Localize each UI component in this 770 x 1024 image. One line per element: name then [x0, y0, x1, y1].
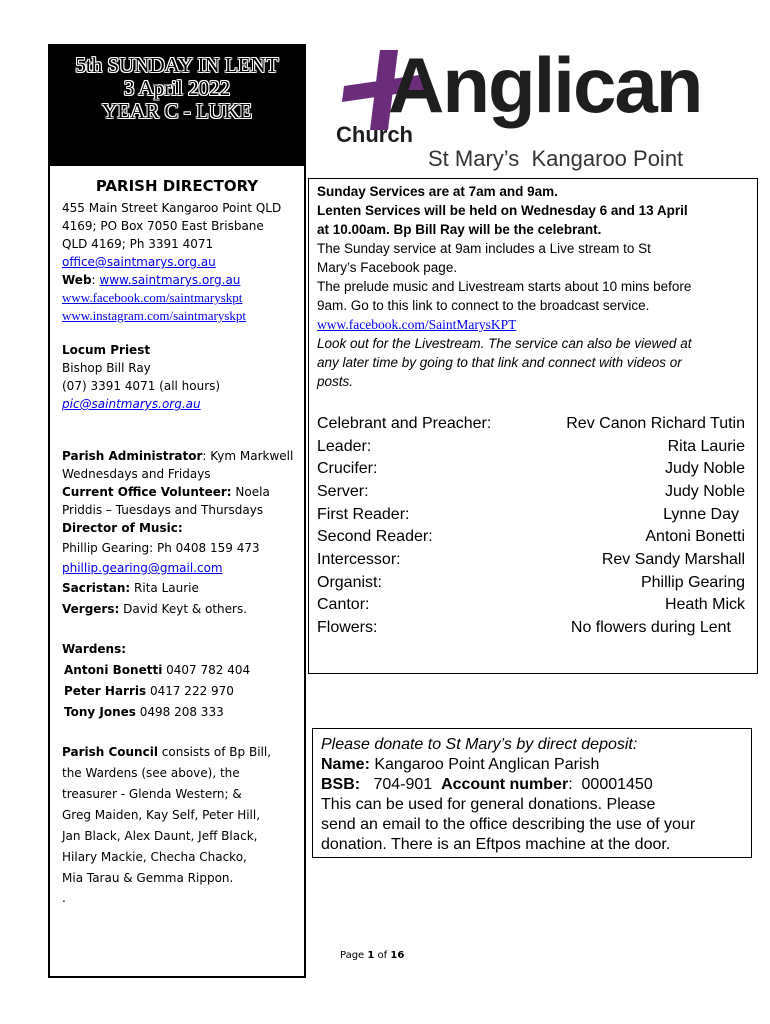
warden-phone: 0417 222 970: [146, 684, 234, 698]
address-line: 4169; PO Box 7050 East Brisbane: [62, 219, 264, 233]
sacristan-line: [62, 580, 199, 596]
logo-word-church: Church: [336, 122, 413, 147]
warden-name: Tony Jones: [64, 705, 136, 719]
title-box: [48, 44, 306, 164]
role-person: Rev Canon Richard Tutin: [566, 415, 745, 432]
role-row: [317, 415, 745, 437]
warden-phone: 0407 782 404: [162, 663, 251, 677]
title-line-2: 3 April 2022: [123, 76, 231, 100]
vergers-line: [62, 601, 247, 617]
role-label: First Reader:: [317, 506, 410, 523]
web-line: Web: www.saintmarys.org.au: [62, 273, 241, 287]
council-label: Parish Council: [62, 745, 158, 759]
livestream-text: 9am. Go to this link to connect to the broadcast service.: [317, 298, 650, 313]
role-person: Lynne Day: [663, 506, 739, 523]
locum-label: Locum Priest: [62, 343, 151, 357]
council-text: Hilary Mackie, Checha Chacko,: [62, 850, 247, 864]
role-label: Leader:: [317, 438, 372, 455]
logo-place: St Mary’s Kangaroo Point: [428, 146, 684, 171]
sacristan-label: Sacristan:: [62, 581, 131, 595]
council-text: consists of Bp Bill,: [157, 745, 272, 759]
admin-label: Parish Administrator: [62, 449, 203, 463]
account-label: Account number: [441, 776, 569, 793]
admin-line: [62, 448, 293, 464]
page-word: Page: [340, 950, 368, 961]
role-person: Rev Sandy Marshall: [601, 551, 745, 568]
role-person: Antoni Bonetti: [645, 528, 745, 545]
role-person: Judy Noble: [664, 460, 745, 477]
logo-word-anglican: Anglican: [388, 41, 702, 129]
role-row: [317, 483, 745, 505]
locum-phone: (07) 3391 4071 (all hours): [62, 379, 221, 393]
donate-bank-line: [321, 775, 653, 794]
admin-days: Wednesdays and Fridays: [62, 467, 211, 481]
warden-name: Peter Harris: [64, 684, 147, 698]
role-label: Second Reader:: [317, 528, 433, 545]
livestream-text: The Sunday service at 9am includes a Live stream to St: [317, 241, 651, 256]
role-row: [317, 551, 745, 573]
warden-name: Antoni Bonetti: [64, 663, 163, 677]
council-text: treasurer - Glenda Western; &: [62, 787, 242, 801]
role-row: [317, 574, 745, 596]
website-link[interactable]: www.saintmarys.org.au: [99, 273, 241, 287]
instagram-link[interactable]: www.instagram.com/saintmaryskpt: [62, 308, 247, 323]
role-row: [317, 460, 745, 482]
role-row: [317, 506, 745, 528]
role-label: Celebrant and Preacher:: [317, 415, 492, 432]
role-label: Crucifer:: [317, 460, 378, 477]
donate-text: donation. There is an Eftpos machine at the door.: [321, 836, 671, 853]
music-line: Phillip Gearing: Ph 0408 159 473: [62, 541, 260, 555]
council-text: Jan Black, Alex Daunt, Jeff Black,: [62, 829, 258, 843]
volunteer-label: Current Office Volunteer:: [62, 485, 232, 499]
directory-heading: PARISH DIRECTORY: [95, 177, 259, 195]
role-label: Server:: [317, 483, 369, 500]
page-number: [340, 950, 404, 961]
sacristan-name: Rita Laurie: [130, 581, 199, 595]
donate-name-line: [321, 755, 599, 774]
anglican-church-logo: [330, 40, 750, 180]
of-word: of: [374, 950, 391, 961]
role-label: Organist:: [317, 574, 382, 591]
page-total: 16: [390, 950, 405, 961]
role-row: [317, 619, 745, 641]
council-text: the Wardens (see above), the: [62, 766, 240, 780]
address-line: QLD 4169; Ph 3391 4071: [62, 237, 214, 251]
warden-item: [64, 683, 234, 699]
title-line-1: 5th SUNDAY IN LENT: [75, 53, 279, 77]
council-text: Greg Maiden, Kay Self, Peter Hill,: [62, 808, 261, 822]
locum-email-link[interactable]: pic@saintmarys.org.au: [62, 397, 201, 411]
wardens-label: Wardens:: [62, 642, 127, 656]
bsb-label: BSB:: [321, 776, 361, 793]
page-current: 1: [367, 950, 375, 961]
donate-name-label: Name:: [321, 756, 370, 773]
role-row: [317, 528, 745, 550]
role-row: [317, 438, 745, 460]
role-row: [317, 596, 745, 618]
services-times: Sunday Services are at 7am and 9am.: [317, 184, 558, 199]
warden-item: [64, 662, 250, 678]
web-label: Web: [62, 273, 92, 287]
role-person: Rita Laurie: [667, 438, 745, 455]
services-box: [308, 178, 758, 674]
volunteer-days: Priddis – Tuesdays and Thursdays: [62, 503, 264, 517]
parish-directory: [48, 164, 306, 978]
admin-name: : Kym Markwell: [202, 449, 294, 463]
office-email-link[interactable]: office@saintmarys.org.au: [62, 255, 216, 269]
livestream-text: Mary’s Facebook page.: [317, 260, 458, 275]
volunteer-line: [62, 484, 270, 500]
vergers-label: Vergers:: [62, 602, 120, 616]
donate-name: Kangaroo Point Anglican Parish: [369, 756, 600, 773]
locum-name: Bishop Bill Ray: [62, 361, 151, 375]
warden-phone: 0498 208 333: [135, 705, 224, 719]
council-line: [62, 744, 271, 760]
role-person: Phillip Gearing: [640, 574, 745, 591]
lenten-services: at 10.00am. Bp Bill Ray will be the celebrant.: [317, 222, 602, 237]
volunteer-name: Noela: [231, 485, 270, 499]
council-text: Mia Tarau & Gemma Rippon.: [62, 871, 234, 885]
facebook-link[interactable]: www.facebook.com/saintmaryskpt: [62, 290, 243, 305]
donate-heading: Please donate to St Mary’s by direct deposit:: [321, 736, 638, 753]
title-line-3: YEAR C - LUKE: [102, 99, 252, 123]
account-value: : 00001450: [568, 776, 653, 793]
role-person: No flowers during Lent: [570, 619, 731, 636]
address-line: 455 Main Street Kangaroo Point QLD: [62, 201, 282, 215]
role-label: Intercessor:: [317, 551, 401, 568]
facebook-stream-link[interactable]: www.facebook.com/SaintMarysKPT: [317, 317, 517, 332]
livestream-note: Look out for the Livestream. The service can also be viewed at: [317, 336, 692, 351]
council-text: .: [62, 891, 66, 905]
music-email-link[interactable]: phillip.gearing@gmail.com: [62, 561, 223, 575]
role-person: Judy Noble: [664, 483, 745, 500]
livestream-text: The prelude music and Livestream starts about 10 mins before: [317, 279, 692, 294]
donate-text: send an email to the office describing the use of your: [321, 816, 696, 833]
donate-text: This can be used for general donations. Please: [321, 796, 656, 813]
livestream-note: posts.: [317, 374, 354, 389]
lenten-services: Lenten Services will be held on Wednesday 6 and 13 April: [317, 203, 688, 218]
livestream-note: any later time by going to that link and connect with videos or: [317, 355, 682, 370]
role-label: Cantor:: [317, 596, 370, 613]
warden-item: [64, 704, 224, 720]
role-person: Heath Mick: [664, 596, 745, 613]
donation-box: [312, 728, 752, 858]
vergers-name: David Keyt & others.: [119, 602, 248, 616]
music-label: Director of Music:: [62, 521, 183, 535]
role-label: Flowers:: [317, 619, 378, 636]
bsb-value: 704-901: [360, 776, 442, 793]
